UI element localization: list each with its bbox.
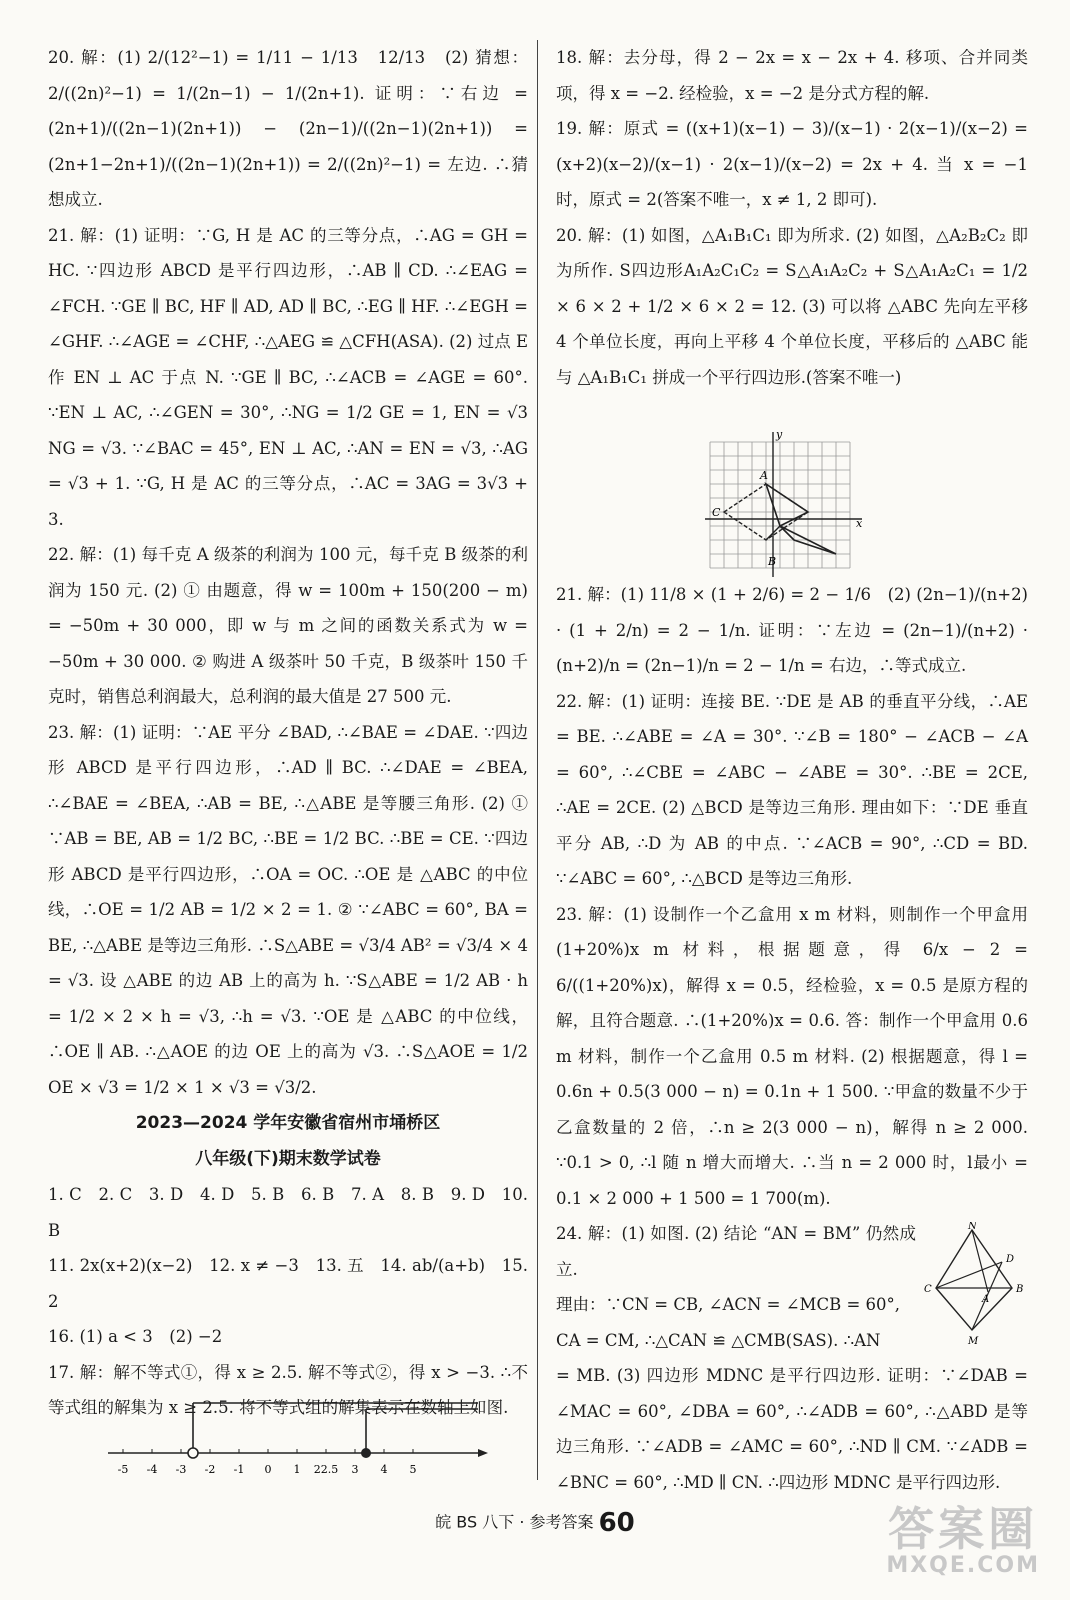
tick-label: 3 xyxy=(351,1463,359,1476)
answer-23: 23. 解：(1) 证明：∵AE 平分 ∠BAD, ∴∠BAE = ∠DAE. ∵四边形 ABCD 是平行四边形，∴AD ∥ BC. ∴∠DAE = ∠BEA, ∴∠BAE = ∠BEA, ∴AB = BE, ∴△ABE 是等腰三角形. (2) ① ∵AB = BE, AB = 1/2 BC, ∴BE = 1/2 BC. ∴BE = CE. ∵四边形 ABCD 是平行四边形，∴OA = OC. ∴OE 是 △ABC 的中位线，∴OE = 1/2 AB = 1/2 × 2 = 1. ② ∵∠ABC = 60°, BA = BE, ∴△ABE 是等边三角形. ∴S△ABE = √3/4 AB² = √3/4 × 4 = √3. 设 △ABE 的边 AB 上的高为 h. ∵S△ABE = 1/2 AB · h = 1/2 × 2 × h = √3, ∴h = √3. ∵OE 是 △ABC 的中位线，∴OE ∥ AB. ∴△AOE 的边 OE 上的高为 √3. ∴S△AOE = 1/2 OE × √3 = 1/2 × 1 × √3 = √3/2. xyxy=(48,722,528,1097)
watermark xyxy=(886,1504,1040,1578)
grid-label-c: C xyxy=(712,506,721,519)
rh-label-d: D xyxy=(1006,1254,1015,1265)
footer-text: 皖 BS 八下 · 参考答案 xyxy=(435,1512,594,1532)
answer-r20: 20. 解：(1) 如图，△A₁B₁C₁ 即为所求. (2) 如图，△A₂B₂C₂ 即为所作. S四边形A₁A₂C₁C₂ = S△A₁A₂C₂ + S△A₁A₂C₁ = 1/2 × 6 × 2 + 1/2 × 6 × 2 = 12. (3) 可以将 △ABC 先向左平移 4 个单位长度，再向上平移 4 个单位长度，平移后的 △ABC 能与 △A₁B₁C₁ 拼成一个平行四边形.(答案不唯一) xyxy=(556,225,1028,387)
number-line-figure xyxy=(108,1395,488,1485)
grid-label-a: A xyxy=(760,469,768,482)
answer-22: 22. 解：(1) 每千克 A 级茶的利润为 100 元，每千克 B 级茶的利润为 150 元. (2) ① 由题意，得 w = 100m + 150(200 − m) = −50m + 30 000，即 w 与 m 之间的函数关系式为 w = −50m + 30 000. ② 购进 A 级茶叶 50 千克，B 级茶叶 150 千克时，销售总利润最大，总利润的最大值是 27 500 元. xyxy=(48,545,528,706)
grid-label-y: y xyxy=(776,428,783,441)
rh-label-b: B xyxy=(1016,1284,1024,1295)
rh-label-m: M xyxy=(968,1336,979,1347)
answer-r24-line4: = MB. (3) 四边形 MDNC 是平行四边形. 证明：∵∠DAB = ∠MAC = 60°, ∠DBA = 60°, ∴∠ADB = 60°, ∴△ABD 是等边三角形. ∵∠ADB = ∠AMC = 60°, ∴ND ∥ CM. ∵∠ADB = ∠BNC = 60°, ∴MD ∥ CN. ∴四边形 MDNC 是平行四边形. xyxy=(556,1366,1028,1492)
tick-label: 0 xyxy=(264,1463,272,1476)
answer-r21: 21. 解：(1) 11/8 × (1 + 2/6) = 2 − 1/6 (2) (2n−1)/(n+2) · (1 + 2/n) = 2 − 1/n. 证明：∵左边 = (2n−1)/(n+2) · (n+2)/n = (2n−1)/n = 2 − 1/n = 右边，∴等式成立. xyxy=(556,585,1028,675)
left-column xyxy=(48,40,528,1426)
answer-r23: 23. 解：(1) 设制作一个乙盒用 x m 材料，则制作一个甲盒用 (1+20%)x m 材料，根据题意，得 6/x − 2 = 6/((1+20%)x)，解得 x = 0.5，经检验，x = 0.5 是原方程的解，且符合题意. ∴(1+20%)x = 0.6. 答：制作一个甲盒用 0.6 m 材料，制作一个乙盒用 0.5 m 材料. (2) 根据题意，得 l = 0.6n + 0.5(3 000 − n) = 0.1n + 1 500. ∵甲盒的数量不少于乙盒数量的 2 倍，∴n ≥ 2(3 000 − n)，解得 n ≥ 2 000. ∵0.1 > 0, ∴l 随 n 增大而增大. ∴当 n = 2 000 时，l最小 = 0.1 × 2 000 + 1 500 = 1 700(m). xyxy=(556,904,1028,1208)
tick-label: 5 xyxy=(409,1463,417,1476)
grid-label-b: B xyxy=(768,555,777,568)
answer-20: 20. 解：(1) 2/(12²−1) = 1/11 − 1/13 12/13 (2) 猜想：2/((2n)²−1) = 1/(2n−1) − 1/(2n+1). 证明：∵右边 = (2n+1)/((2n−1)(2n+1)) − (2n−1)/((2n−1)(2n+1)) = (2n+1−2n+1)/((2n−1)(2n+1)) = 2/((2n)²−1) = 左边. ∴猜想成立. xyxy=(48,48,528,209)
coordinate-grid-figure xyxy=(700,427,870,587)
answer-r18: 18. 解：去分母，得 2 − 2x = x − 2x + 4. 移项、合并同类项，得 x = −2. 经检验，x = −2 是分式方程的解. xyxy=(556,48,1028,103)
column-divider xyxy=(537,40,538,1480)
rh-label-n: N xyxy=(968,1222,977,1232)
answer-r24-line3: CA = CM, ∴△CAN ≌ △CMB(SAS). ∴AN xyxy=(556,1330,881,1350)
section-title-2: 八年级(下)期末数学试卷 xyxy=(195,1149,381,1169)
answer-r24-line1: 24. 解：(1) 如图. (2) 结论 “AN = BM” 仍然成立. xyxy=(556,1224,916,1279)
answer-16: 16. (1) a < 3 (2) −2 xyxy=(48,1327,223,1346)
tick-label: -2 xyxy=(204,1463,216,1476)
fill-answers: 11. 2x(x+2)(x−2) 12. x ≠ −3 13. 五 14. ab/(a+b) 15. 2 xyxy=(48,1256,528,1311)
rh-label-a: A xyxy=(982,1294,990,1305)
section-title-1: 2023—2024 学年安徽省宿州市埇桥区 xyxy=(135,1113,441,1133)
rhombus-figure xyxy=(922,1222,1028,1348)
answer-r19: 19. 解：原式 = ((x+1)(x−1) − 3)/(x−1) · 2(x−1)/(x−2) = (x+2)(x−2)/(x−1) · 2(x−1)/(x−2) = 2x + 4. 当 x = −1 时，原式 = 2(答案不唯一，x ≠ 1, 2 即可). xyxy=(556,119,1028,209)
tick-label: 4 xyxy=(380,1463,388,1476)
choice-answers: 1. C 2. C 3. D 4. D 5. B 6. B 7. A 8. B 9. D 10. B xyxy=(48,1185,528,1240)
tick-label: 1 xyxy=(293,1463,301,1476)
tick-label: -5 xyxy=(117,1463,129,1476)
tick-label: -4 xyxy=(146,1463,158,1476)
rh-label-c: C xyxy=(924,1284,932,1295)
answer-r22: 22. 解：(1) 证明：连接 BE. ∵DE 是 AB 的垂直平分线，∴AE = BE. ∴∠ABE = ∠A = 30°. ∵∠B = 180° − ∠ACB − ∠A = 60°, ∴∠CBE = ∠ABC − ∠ABE = 30°. ∴BE = 2CE, ∴AE = 2CE. (2) △BCD 是等边三角形. 理由如下：∵DE 垂直平分 AB, ∴D 为 AB 的中点. ∵∠ACB = 90°, ∴CD = BD. ∵∠ABC = 60°, ∴△BCD 是等边三角形. xyxy=(556,691,1028,888)
watermark-url: MXQE.COM xyxy=(886,1553,1040,1578)
tick-label: 22.5 xyxy=(313,1463,339,1476)
watermark-logo: 答案圈 xyxy=(888,1502,1039,1556)
answer-21: 21. 解：(1) 证明：∵G, H 是 AC 的三等分点，∴AG = GH = HC. ∵四边形 ABCD 是平行四边形，∴AB ∥ CD. ∴∠EAG = ∠FCH. ∵GE ∥ BC, HF ∥ AD, AD ∥ BC, ∴EG ∥ HF. ∴∠EGH = ∠GHF. ∴∠AGE = ∠CHF, ∴△AEG ≌ △CFH(ASA). (2) 过点 E 作 EN ⊥ AC 于点 N. ∵GE ∥ BC, ∴∠ACB = ∠AGE = 60°. ∵EN ⊥ AC, ∴∠GEN = 30°, ∴NG = 1/2 GE = 1, EN = √3 NG = √3. ∵∠BAC = 45°, EN ⊥ AC, ∴AN = EN = √3, ∴AG = √3 + 1. ∵G, H 是 AC 的三等分点，∴AC = 3AG = 3√3 + 3. xyxy=(48,225,528,529)
tick-label: -3 xyxy=(175,1463,187,1476)
page-number: 60 xyxy=(598,1508,635,1538)
grid-label-x: x xyxy=(856,517,863,530)
answer-r24-line2: 理由：∵CN = CB, ∠ACN = ∠MCB = 60°, xyxy=(556,1295,901,1314)
tick-label: -1 xyxy=(233,1463,245,1476)
answer-17: 17. 解：解不等式①，得 x ≥ 2.5. 解不等式②，得 x > −3. ∴不等式组的解集为 x ≥ 2.5. 将不等式组的解集表示在数轴上如图. xyxy=(48,1362,528,1417)
